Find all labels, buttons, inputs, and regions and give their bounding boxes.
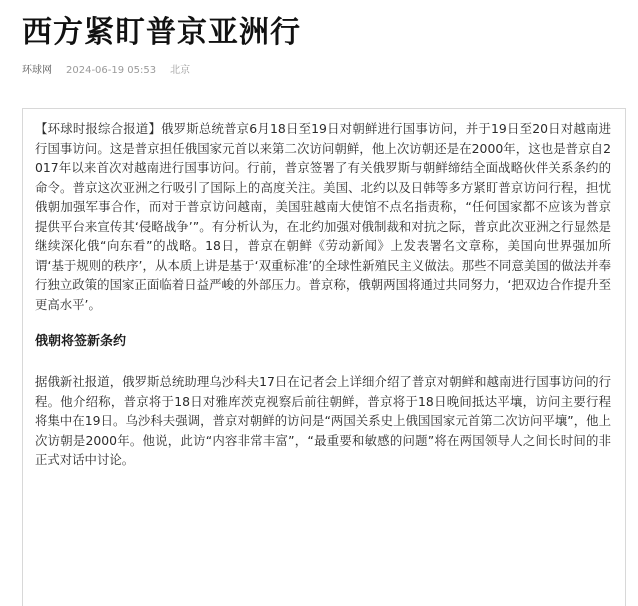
article-paragraph-2: 据俄新社报道，俄罗斯总统助理乌沙科夫17日在记者会上详细介绍了普京对朝鲜和越南进行国事访问的行程。他介绍称，普京将于18日对雅库茨克视察后前往朝鲜，普京将于18日晚间抵达平壤，访问主要行程将集中在19日。乌沙科夫强调，普京对朝鲜的访问是“两国关系史上俄国国家元首第二次访问平壤”，他上次访朝是2000年。他说，此访“内容非常丰富”，“最重要和敏感的问题”将在两国领导人之间长时间的非正式对话中讨论。 xyxy=(35,374,611,467)
article-meta xyxy=(22,64,626,78)
article-body-card xyxy=(22,108,626,606)
article-location: 北京 xyxy=(170,65,191,76)
article-timestamp: 2024-06-19 05:53 xyxy=(66,65,157,76)
article-subheading: 俄朝将签新条约 xyxy=(35,334,127,349)
article-source[interactable]: 环球网 xyxy=(22,65,52,76)
article-paragraph-1: 【环球时报综合报道】俄罗斯总统普京6月18日至19日对朝鲜进行国事访问，并于19日至20日对越南进行国事访问。这是普京担任俄国家元首以来第二次访问朝鲜，他上次访朝还是在2000年，这也是普京自2017年以来首次对越南进行国事访问。行前，普京签署了有关俄罗斯与朝鲜缔结全面战略伙伴关系条约的命令。普京这次亚洲之行吸引了国际上的高度关注。美国、北约以及日韩等多方紧盯普京访问行程，担忧俄朝加强军事合作，而对于普京访问越南，美国驻越南大使馆不点名指责称，“任何国家都不应该为普京提供平台来宣传其‘侵略战争’”。有分析认为，在北约加强对俄制裁和对抗之际，普京此次亚洲之行显然是继续深化俄“向东看”的战略。18日，普京在朝鲜《劳动新闻》上发表署名文章称，美国向世界强加所谓‘基于规则的秩序’，从本质上讲是基于‘双重标准’的全球性新殖民主义做法。那些不同意美国的做法并奉行独立政策的国家正面临着日益严峻的外部压力。普京称，俄朝两国将通过共同努力，‘把双边合作提升至更高水平’。 xyxy=(35,121,611,312)
article-title: 西方紧盯普京亚洲行 xyxy=(22,15,301,50)
